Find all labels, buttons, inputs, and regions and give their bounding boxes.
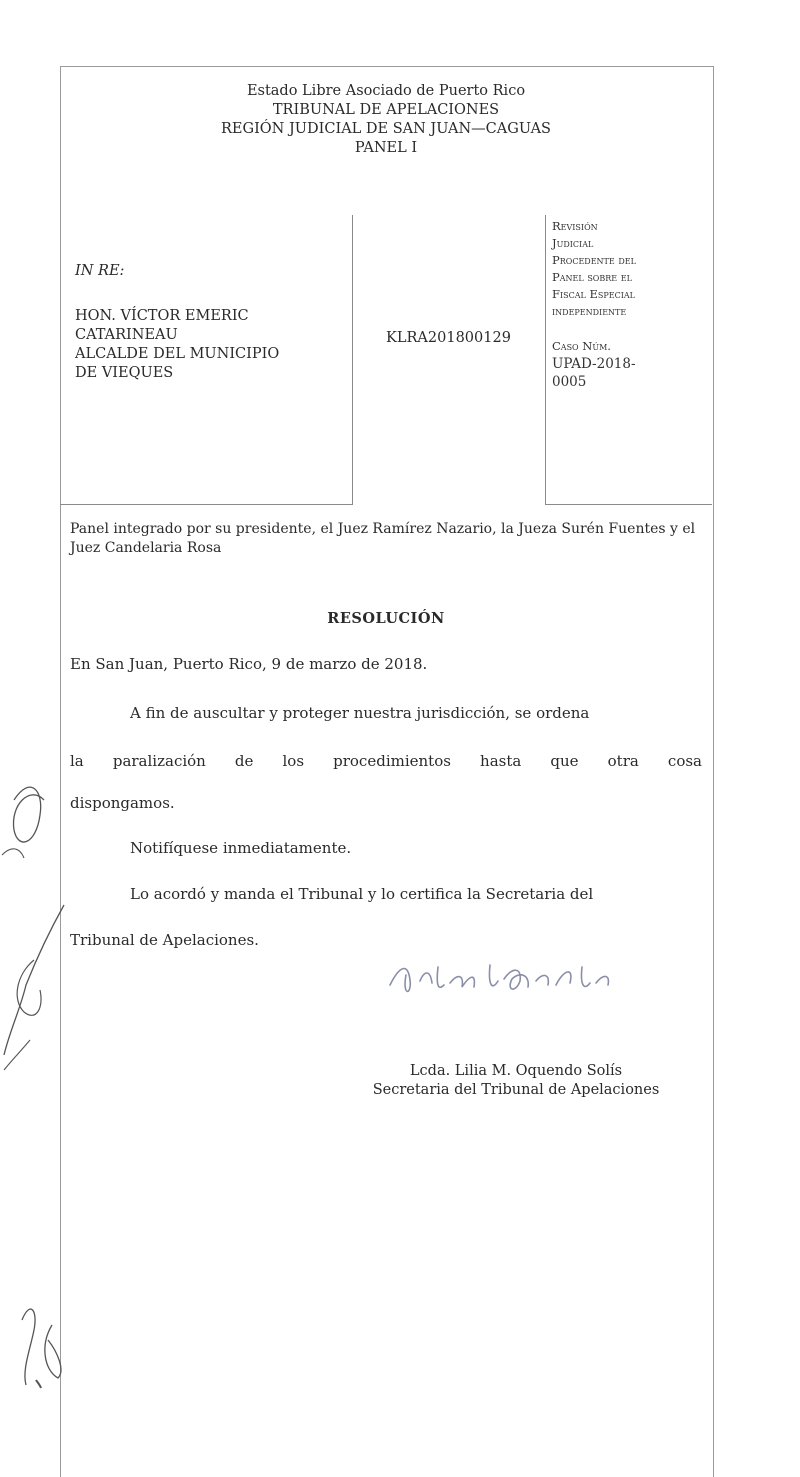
paragraph-2: Notifíquese inmediatamente. — [130, 839, 352, 857]
party-line: DE VIEQUES — [75, 365, 174, 381]
caso-label: Caso Núm. — [552, 339, 611, 353]
nature-line: Panel sobre el — [552, 270, 632, 284]
header-line-3: REGIÓN JUDICIAL DE SAN JUAN—CAGUAS — [220, 121, 551, 137]
caso-number-line: UPAD-2018- — [552, 356, 636, 372]
panel-composition: Panel integrado por su presidente, el Juez Ramírez Nazario, la Jueza Surén Fuentes y el Juez Candelaria Rosa — [70, 521, 696, 556]
nature-line: Fiscal Especial — [552, 287, 635, 301]
case-number: KLRA201800129 — [386, 330, 511, 346]
party-line: ALCALDE DEL MUNICIPIO — [75, 346, 280, 362]
nature-line: Judicial — [552, 236, 594, 250]
nature-line: independiente — [552, 304, 627, 318]
place-date: En San Juan, Puerto Rico, 9 de marzo de 2018. — [70, 655, 428, 673]
resolution-title: RESOLUCIÓN — [327, 610, 445, 627]
signer-title: Secretaria del Tribunal de Apelaciones — [372, 1082, 660, 1098]
paragraph-1-line-3: dispongamos. — [70, 794, 175, 812]
nature-line: Revisión — [552, 219, 598, 233]
paragraph-3-line-1: Lo acordó y manda el Tribunal y lo certifica la Secretaria del — [130, 885, 594, 903]
party-line: HON. VÍCTOR EMERIC — [75, 308, 249, 324]
paragraph-3-line-2: Tribunal de Apelaciones. — [70, 931, 259, 949]
party-line: CATARINEAU — [75, 327, 178, 343]
nature-line: Procedente del — [552, 253, 636, 267]
signer-name: Lcda. Lilia M. Oquendo Solís — [409, 1063, 623, 1079]
header-line-2: TRIBUNAL DE APELACIONES — [272, 102, 500, 118]
in-re-label: IN RE: — [75, 263, 125, 279]
header-line-1: Estado Libre Asociado de Puerto Rico — [246, 83, 526, 99]
header-line-4: PANEL I — [354, 140, 418, 156]
paragraph-1-line-1: A fin de auscultar y proteger nuestra jurisdicción, se ordena — [130, 704, 590, 722]
caso-number-line: 0005 — [552, 374, 587, 390]
paragraph-1-line-2: la paralización de los procedimientos hasta que otra cosa — [70, 752, 702, 770]
